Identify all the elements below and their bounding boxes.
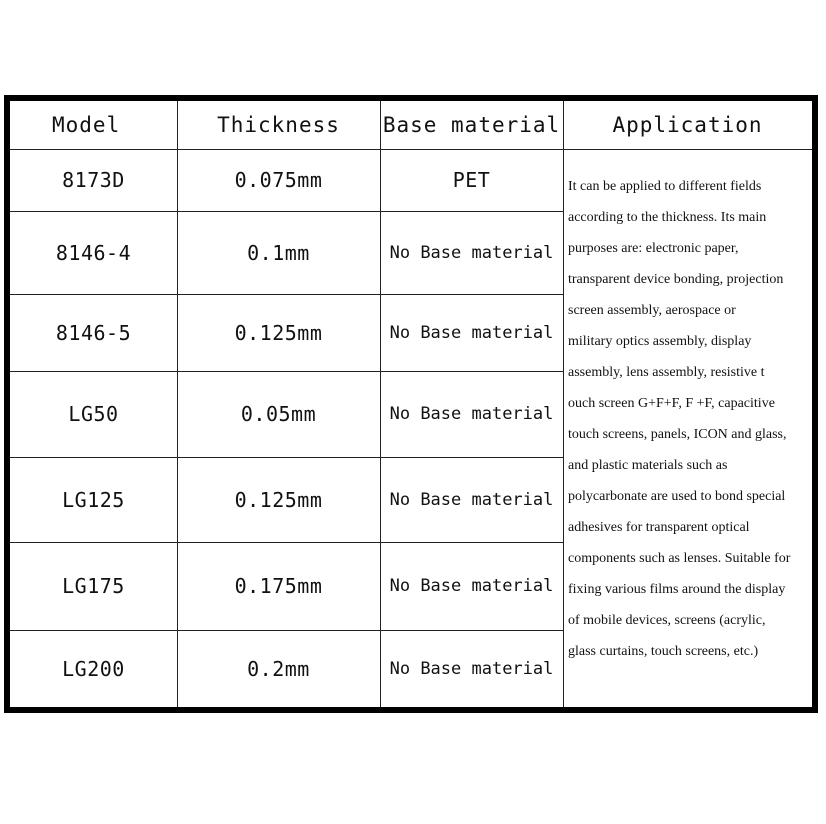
- application-description: It can be applied to different fields according to the thickness. Its main purposes are: electronic paper, transparent device bonding, projection screen assembly, aerospace or military optics assembly, display assembly, lens assembly, resistive t ouch screen G+F+F, F +F, capacitive touch screens, panels, ICON and glass, and plastic materials such as polycarbonate are used to bond special adhesives for transparent optical components such as lenses. Suitable for fixing various films around the display of mobile devices, screens (acrylic, glass curtains, touch screens, etc.): [568, 179, 791, 659]
- cell-model: LG50: [68, 402, 119, 426]
- cell-thickness: 0.2mm: [247, 656, 310, 681]
- header-model: Model: [52, 113, 121, 137]
- spec-table: [4, 95, 818, 713]
- cell-base-material: No Base material: [389, 242, 554, 263]
- cell-base-material: No Base material: [389, 404, 554, 424]
- cell-thickness: 0.175mm: [234, 574, 323, 598]
- cell-base-material: No Base material: [389, 322, 554, 343]
- cell-thickness: 0.075mm: [234, 168, 323, 192]
- header-application: Application: [612, 113, 763, 137]
- cell-thickness: 0.125mm: [234, 320, 323, 345]
- cell-model: 8173D: [62, 168, 125, 192]
- cell-model: LG125: [62, 487, 125, 512]
- row-divider: [563, 149, 812, 150]
- cell-base-material: PET: [452, 168, 491, 192]
- cell-thickness: 0.1mm: [247, 240, 310, 265]
- cell-thickness: 0.125mm: [234, 487, 323, 512]
- cell-model: 8146-4: [55, 240, 132, 265]
- cell-model: LG200: [62, 656, 125, 681]
- cell-model: 8146-5: [55, 320, 132, 345]
- cell-model: LG175: [62, 574, 125, 598]
- column-divider: [563, 101, 564, 707]
- cell-base-material: No Base material: [389, 489, 554, 510]
- header-base-material: Base material: [382, 113, 561, 137]
- header-thickness: Thickness: [217, 113, 340, 137]
- cell-base-material: No Base material: [389, 576, 554, 596]
- cell-thickness: 0.05mm: [240, 402, 317, 426]
- cell-base-material: No Base material: [389, 658, 554, 679]
